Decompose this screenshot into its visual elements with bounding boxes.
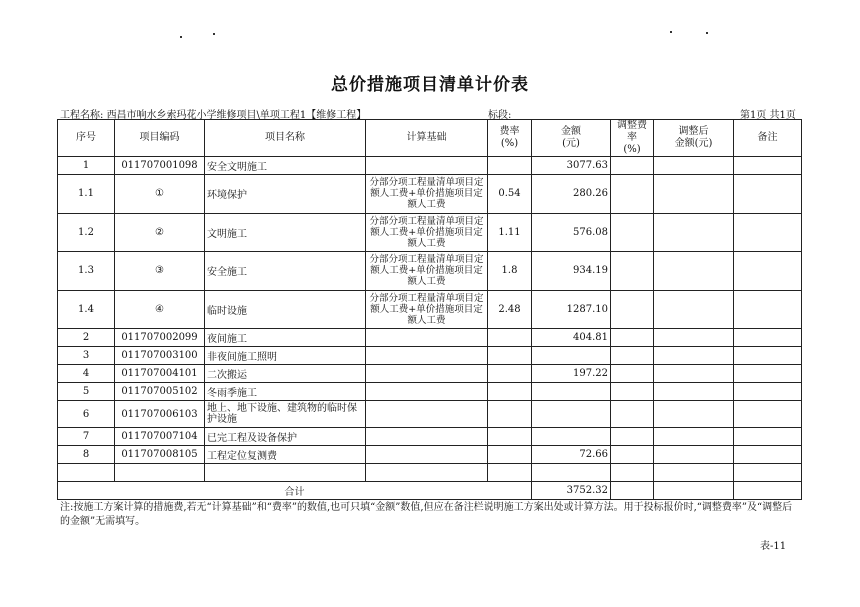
cell-note (734, 213, 802, 252)
cell-rate: 0.54 (488, 175, 532, 214)
scan-speck (180, 36, 182, 38)
cell-rate (488, 446, 532, 464)
cell-adjusted-amount (654, 252, 734, 291)
cell-adjusted-rate (611, 446, 654, 464)
cell-basis (366, 446, 488, 464)
cell-rate (488, 365, 532, 383)
header-seq: 序号 (58, 120, 115, 157)
cell-name: 夜间施工 (205, 329, 366, 347)
cell-seq: 1.4 (58, 290, 115, 329)
cell-name: 二次搬运 (205, 365, 366, 383)
cell-seq: 5 (58, 383, 115, 401)
cell-name: 地上、地下设施、建筑物的临时保护设施 (205, 401, 366, 428)
cell-adjusted-amount (654, 365, 734, 383)
cell-basis: 分部分项工程量清单项目定额人工费+单价措施项目定额人工费 (366, 213, 488, 252)
cell-amount (532, 347, 611, 365)
cell-seq: 7 (58, 428, 115, 446)
cell-adjusted-amount (654, 428, 734, 446)
cell-amount (532, 401, 611, 428)
header-name: 项目名称 (205, 120, 366, 157)
cell-code: ④ (115, 290, 205, 329)
header-row (58, 120, 802, 157)
cell-adjusted-amount (654, 329, 734, 347)
table-row (58, 329, 802, 347)
cell-adjusted-amount (654, 401, 734, 428)
total-row (58, 482, 802, 500)
cell-rate: 1.8 (488, 252, 532, 291)
cell-adjusted-amount (654, 383, 734, 401)
cell-rate (488, 347, 532, 365)
table-row (58, 446, 802, 464)
table-row (58, 175, 802, 214)
cell-adjusted-amount (654, 157, 734, 175)
header-basis: 计算基础 (366, 120, 488, 157)
cell-rate: 2.48 (488, 290, 532, 329)
cell-adjusted-rate (611, 401, 654, 428)
cell-note (734, 347, 802, 365)
cell-rate: 1.11 (488, 213, 532, 252)
cell-basis: 分部分项工程量清单项目定额人工费+单价措施项目定额人工费 (366, 290, 488, 329)
table-row (58, 290, 802, 329)
cell-note (734, 428, 802, 446)
cell-code: 011707007104 (115, 428, 205, 446)
cell-rate (488, 401, 532, 428)
table-row (58, 347, 802, 365)
cell-name: 冬雨季施工 (205, 383, 366, 401)
header-rate: 费率 (%) (488, 120, 532, 157)
cell-basis (366, 365, 488, 383)
table-row (58, 157, 802, 175)
cell-rate (488, 157, 532, 175)
cell-adjusted-rate (611, 428, 654, 446)
cell-note (734, 401, 802, 428)
cell-amount (532, 428, 611, 446)
cell-code: 011707006103 (115, 401, 205, 428)
cell-name: 文明施工 (205, 213, 366, 252)
cell-amount: 576.08 (532, 213, 611, 252)
cell-code: 011707001098 (115, 157, 205, 175)
scan-speck (213, 33, 215, 35)
cell-seq: 1.2 (58, 213, 115, 252)
cell-adjusted-amount (654, 446, 734, 464)
cell-adjusted-rate (611, 290, 654, 329)
cell-name: 临时设施 (205, 290, 366, 329)
cell-adjusted-rate (611, 213, 654, 252)
cell-note (734, 175, 802, 214)
empty-row (58, 464, 802, 482)
cell-rate (488, 383, 532, 401)
cell-amount: 404.81 (532, 329, 611, 347)
cell-note (734, 365, 802, 383)
cell-name: 安全施工 (205, 252, 366, 291)
cell-seq: 1.1 (58, 175, 115, 214)
cell-basis (366, 401, 488, 428)
cell-seq: 6 (58, 401, 115, 428)
measures-table (57, 119, 802, 500)
cell-seq: 8 (58, 446, 115, 464)
project-label: 工程名称: (60, 110, 104, 121)
cell-seq: 1 (58, 157, 115, 175)
cell-amount: 1287.10 (532, 290, 611, 329)
cell-note (734, 446, 802, 464)
cell-name: 安全文明施工 (205, 157, 366, 175)
cell-adjusted-amount (654, 347, 734, 365)
header-amount: 金额 (元) (532, 120, 611, 157)
cell-adjusted-amount (654, 290, 734, 329)
cell-basis (366, 157, 488, 175)
cell-seq: 2 (58, 329, 115, 347)
cell-adjusted-rate (611, 365, 654, 383)
cell-code: 011707005102 (115, 383, 205, 401)
cell-code: 011707002099 (115, 329, 205, 347)
scan-speck (670, 31, 672, 33)
cell-adjusted-amount (654, 175, 734, 214)
cell-basis (366, 329, 488, 347)
cell-note (734, 383, 802, 401)
table-row (58, 365, 802, 383)
cell-code: ① (115, 175, 205, 214)
table-row (58, 401, 802, 428)
table-row (58, 213, 802, 252)
cell-amount: 280.26 (532, 175, 611, 214)
cell-code: 011707003100 (115, 347, 205, 365)
cell-adjusted-amount (654, 213, 734, 252)
cell-adjusted-rate (611, 347, 654, 365)
footnote: 注:按施工方案计算的措施费,若无“计算基础”和“费率”的数值,也可只填“金额”数值,但应在备注栏说明施工方案出处或计算方法。用于投标报价时,“调整费率”及“调整后的金额”无需填写。 (60, 502, 793, 527)
cell-basis: 分部分项工程量清单项目定额人工费+单价措施项目定额人工费 (366, 252, 488, 291)
cell-basis (366, 428, 488, 446)
cell-adjusted-rate (611, 252, 654, 291)
cell-rate (488, 428, 532, 446)
page-title: 总价措施项目清单计价表 (331, 75, 529, 95)
project-value: 西昌市响水乡索玛花小学维修项目\单项工程1【维修工程】 (106, 110, 367, 121)
cell-seq: 1.3 (58, 252, 115, 291)
cell-note (734, 252, 802, 291)
cell-note (734, 290, 802, 329)
cell-seq: 4 (58, 365, 115, 383)
cell-rate (488, 329, 532, 347)
cell-adjusted-rate (611, 329, 654, 347)
cell-code: ③ (115, 252, 205, 291)
form-number: 表-11 (760, 541, 787, 552)
header-code: 项目编码 (115, 120, 205, 157)
header-note: 备注 (734, 120, 802, 157)
cell-adjusted-rate (611, 175, 654, 214)
cell-amount: 934.19 (532, 252, 611, 291)
table-row (58, 428, 802, 446)
cell-adjusted-rate (611, 383, 654, 401)
cell-amount: 72.66 (532, 446, 611, 464)
cell-seq: 3 (58, 347, 115, 365)
cell-code: ② (115, 213, 205, 252)
cell-code: 011707004101 (115, 365, 205, 383)
cell-note (734, 329, 802, 347)
cell-adjusted-rate (611, 157, 654, 175)
cell-name: 已完工程及设备保护 (205, 428, 366, 446)
cell-amount: 197.22 (532, 365, 611, 383)
cell-amount (532, 383, 611, 401)
page-info: 第1页 共1页 (740, 110, 796, 121)
table-row (58, 383, 802, 401)
cell-basis (366, 347, 488, 365)
header-adjusted-rate: 调整费率 (%) (611, 120, 654, 157)
cell-amount: 3077.63 (532, 157, 611, 175)
header-adjusted-amount: 调整后 金额(元) (654, 120, 734, 157)
cell-name: 非夜间施工照明 (205, 347, 366, 365)
cell-note (734, 157, 802, 175)
cell-basis (366, 383, 488, 401)
total-label: 合计 (58, 482, 532, 500)
scan-speck (706, 32, 708, 34)
cell-code: 011707008105 (115, 446, 205, 464)
cell-name: 环境保护 (205, 175, 366, 214)
cell-name: 工程定位复测费 (205, 446, 366, 464)
table-row (58, 252, 802, 291)
section-label: 标段: (488, 110, 512, 121)
cell-basis: 分部分项工程量清单项目定额人工费+单价措施项目定额人工费 (366, 175, 488, 214)
total-amount: 3752.32 (532, 482, 611, 500)
